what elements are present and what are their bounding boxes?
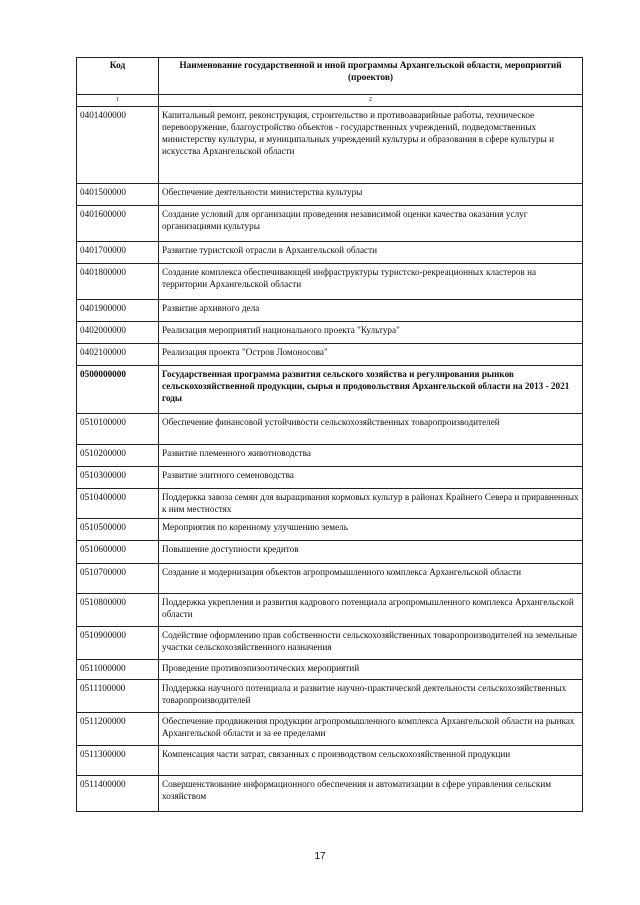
table-row — [77, 564, 583, 594]
program-code: 0402100000 — [77, 344, 159, 366]
table-row — [77, 206, 583, 242]
program-code: 0510100000 — [77, 414, 159, 445]
name-column-header: Наименование государственной и иной программы Архангельской области, мероприятий (проектов) — [159, 58, 583, 95]
table-row — [77, 660, 583, 680]
table-row — [77, 322, 583, 344]
program-code: 0401700000 — [77, 242, 159, 264]
program-name: Развитие племенного животноводства — [159, 445, 583, 467]
code-column-header: Код — [77, 58, 159, 95]
table-row — [77, 467, 583, 489]
table-row — [77, 300, 583, 322]
program-name: Обеспечение финансовой устойчивости сельскохозяйственных товаропроизводителей — [159, 414, 583, 445]
program-code: 0510700000 — [77, 564, 159, 594]
program-name: Развитие архивного дела — [159, 300, 583, 322]
program-code: 0510600000 — [77, 541, 159, 564]
table-row — [77, 519, 583, 541]
program-code: 0401900000 — [77, 300, 159, 322]
program-code: 0510900000 — [77, 627, 159, 660]
program-name: Государственная программа развития сельского хозяйства и регулирования рынков сельскохозяйственной продукции, сырья и продовольствия Архангельской области на 2013 - 2021 годы — [159, 366, 583, 414]
program-code: 0510200000 — [77, 445, 159, 467]
column-number-1: 1 — [77, 95, 159, 107]
program-code: 0402000000 — [77, 322, 159, 344]
table-row — [77, 445, 583, 467]
program-code: 0511200000 — [77, 713, 159, 746]
table-row — [77, 489, 583, 519]
program-code: 0511100000 — [77, 680, 159, 713]
column-number-row — [77, 95, 583, 107]
program-name: Мероприятия по коренному улучшению земель — [159, 519, 583, 541]
program-name: Повышение доступности кредитов — [159, 541, 583, 564]
table-row — [77, 541, 583, 564]
program-name: Создание условий для организации проведения независимой оценки качества оказания услуг организациями культуры — [159, 206, 583, 242]
program-code: 0401600000 — [77, 206, 159, 242]
program-name: Капитальный ремонт, реконструкция, строительство и противоаварийные работы, техническое перевооружение, благоустройство объектов - государственных учреждений, подведомственных министерству культуры, и муниципальных учреждений культуры и образования в сфере культуры и искусства Архангельской области — [159, 107, 583, 184]
program-name: Поддержка укрепления и развития кадрового потенциала агропромышленного комплекса Архангельской области — [159, 594, 583, 627]
program-name: Совершенствование информационного обеспечения и автоматизации в сфере управления сельским хозяйством — [159, 776, 583, 812]
table-row — [77, 746, 583, 776]
program-name: Развитие туристской отрасли в Архангельской области — [159, 242, 583, 264]
table-header-row — [77, 58, 583, 95]
column-number-2: 2 — [159, 95, 583, 107]
program-code: 0510800000 — [77, 594, 159, 627]
program-name: Поддержка завоза семян для выращивания кормовых культур в районах Крайнего Севера и приравненных к ним местностях — [159, 489, 583, 519]
program-code: 0511000000 — [77, 660, 159, 680]
program-name: Проведение противоэпизоотических мероприятий — [159, 660, 583, 680]
table-row — [77, 366, 583, 414]
program-name: Создание комплекса обеспечивающей инфраструктуры туристско-рекреационных кластеров на территории Архангельской области — [159, 264, 583, 300]
program-name: Создание и модернизация объектов агропромышленного комплекса Архангельской области — [159, 564, 583, 594]
program-code-table — [76, 57, 583, 812]
table-row — [77, 414, 583, 445]
program-code: 0500000000 — [77, 366, 159, 414]
program-code: 0511400000 — [77, 776, 159, 812]
program-code: 0510500000 — [77, 519, 159, 541]
program-code: 0510300000 — [77, 467, 159, 489]
table-row — [77, 184, 583, 206]
program-name: Развитие элитного семеноводства — [159, 467, 583, 489]
table-row — [77, 680, 583, 713]
program-name: Компенсация части затрат, связанных с производством сельскохозяйственной продукции — [159, 746, 583, 776]
program-name: Обеспечение деятельности министерства культуры — [159, 184, 583, 206]
table-row — [77, 344, 583, 366]
table-row — [77, 627, 583, 660]
table-body — [77, 107, 583, 812]
program-code: 0511300000 — [77, 746, 159, 776]
table-row — [77, 264, 583, 300]
program-name: Поддержка научного потенциала и развитие научно-практической деятельности сельскохозяйственных товаропроизводителей — [159, 680, 583, 713]
program-name: Содействие оформлению прав собственности сельскохозяйственных товаропроизводителей на земельные участки сельскохозяйственного назначения — [159, 627, 583, 660]
page-number: 17 — [314, 851, 326, 862]
program-name: Реализация мероприятий национального проекта "Культура" — [159, 322, 583, 344]
table-row — [77, 776, 583, 812]
program-code: 0401800000 — [77, 264, 159, 300]
table-row — [77, 594, 583, 627]
table-row — [77, 242, 583, 264]
table-row — [77, 713, 583, 746]
program-name: Обеспечение продвижения продукции агропромышленного комплекса Архангельской области на рынках Архангельской области и за ее пределами — [159, 713, 583, 746]
program-code: 0510400000 — [77, 489, 159, 519]
program-code: 0401400000 — [77, 107, 159, 184]
table-row — [77, 107, 583, 184]
program-name: Реализация проекта "Остров Ломоносова" — [159, 344, 583, 366]
program-code: 0401500000 — [77, 184, 159, 206]
